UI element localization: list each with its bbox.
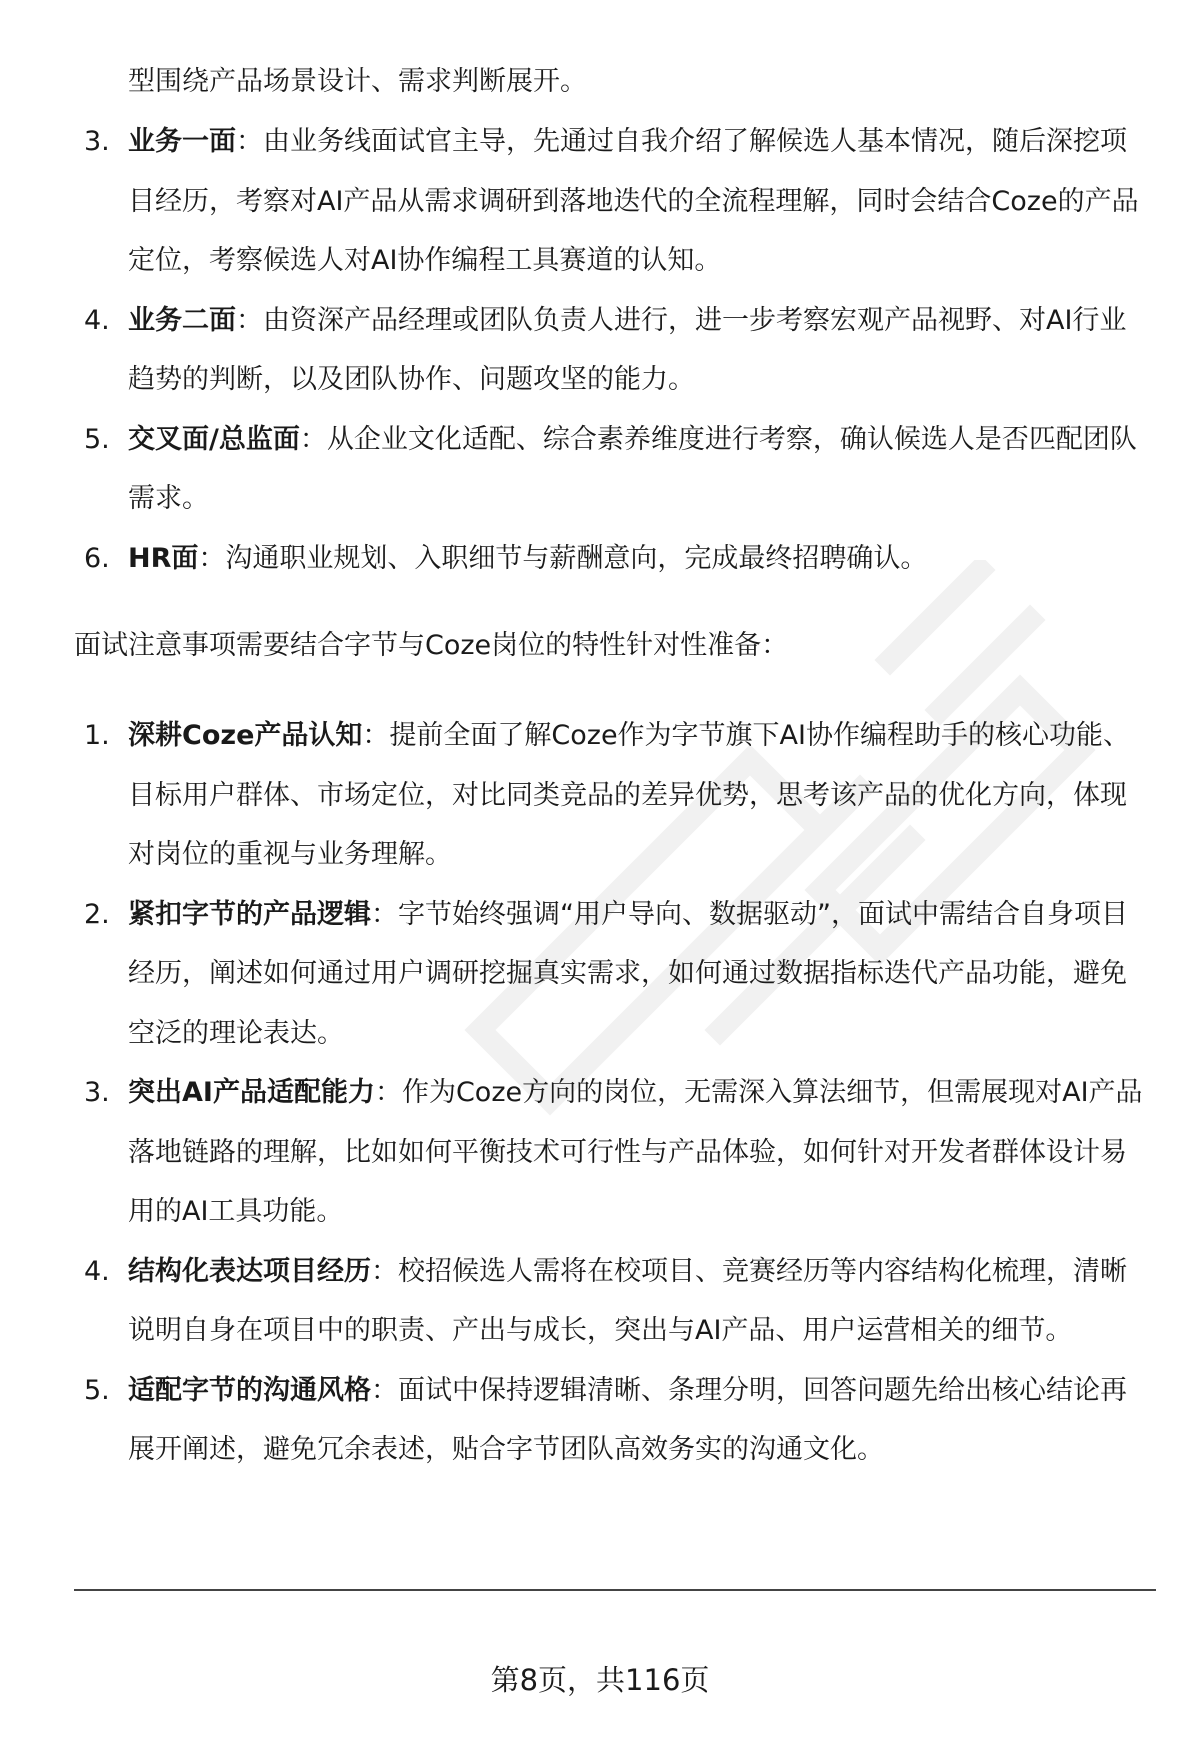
item-term: 业务一面: [128, 126, 236, 157]
page-number: 第8页，共116页: [490, 1663, 710, 1697]
list-item: [0, 1242, 1200, 1361]
interview-tips-list: [0, 706, 1200, 1480]
list-item: [0, 112, 1200, 291]
list-item: [0, 706, 1200, 885]
item-text: ：校招候选人需将在校项目、竞赛经历等内容结构化梳理，清晰说明自身在项目中的职责、产出与成长，突出与AI产品、用户运营相关的细节。: [128, 1255, 1127, 1346]
item-text: ：面试中保持逻辑清晰、条理分明，回答问题先给出核心结论再展开阐述，避免冗余表述，贴合字节团队高效务实的沟通文化。: [128, 1374, 1127, 1465]
list-item: [0, 885, 1200, 1064]
interview-rounds-list: [0, 112, 1200, 588]
list-item: [0, 1063, 1200, 1242]
item-number: 2.: [84, 898, 110, 930]
list-item: [0, 1361, 1200, 1480]
list-item: [0, 410, 1200, 529]
item-text: ：沟通职业规划、入职细节与薪酬意向，完成最终招聘确认。: [198, 542, 928, 574]
item-term: 适配字节的沟通风格: [128, 1374, 371, 1406]
item-number: 5.: [84, 1374, 110, 1406]
item-number: 3.: [84, 126, 110, 157]
item-number: 4.: [84, 304, 110, 336]
item-text: ：由资深产品经理或团队负责人进行，进一步考察宏观产品视野、对AI行业趋势的判断，以及团队协作、问题攻坚的能力。: [128, 304, 1127, 395]
section-intro: 面试注意事项需要结合字节与Coze岗位的特性针对性准备：: [74, 630, 789, 661]
item-number: 5.: [84, 423, 110, 455]
item-text: ：作为Coze方向的岗位，无需深入算法细节，但需展现对AI产品落地链路的理解，比如如何平衡技术可行性与产品体验，如何针对开发者群体设计易用的AI工具功能。: [128, 1077, 1143, 1227]
item-text: ：从企业文化适配、综合素养维度进行考察，确认候选人是否匹配团队需求。: [128, 423, 1137, 514]
item-term: 交叉面/总监面: [128, 423, 300, 455]
item-term: 业务二面: [128, 304, 236, 336]
continuation-text: 型围绕产品场景设计、需求判断展开。: [128, 66, 587, 97]
item-term: 结构化表达项目经历: [128, 1255, 371, 1287]
list-item: [0, 529, 1200, 589]
list-item: [0, 291, 1200, 410]
item-term: HR面: [128, 542, 199, 574]
item-number: 6.: [84, 542, 110, 574]
item-text: ：字节始终强调“用户导向、数据驱动”，面试中需结合自身项目经历，阐述如何通过用户调研挖掘真实需求，如何通过数据指标迭代产品功能，避免空泛的理论表达。: [128, 898, 1128, 1049]
item-term: 突出AI产品适配能力: [128, 1077, 375, 1108]
item-number: 3.: [84, 1077, 110, 1108]
item-text: ：由业务线面试官主导，先通过自我介绍了解候选人基本情况，随后深挖项目经历，考察对AI产品从需求调研到落地迭代的全流程理解，同时会结合Coze的产品定位，考察候选人对AI协作编程工具赛道的认知。: [128, 126, 1139, 276]
item-term: 深耕Coze产品认知: [128, 720, 363, 751]
item-text: ：提前全面了解Coze作为字节旗下AI协作编程助手的核心功能、目标用户群体、市场定位，对比同类竞品的差异优势，思考该产品的优化方向，体现对岗位的重视与业务理解。: [128, 720, 1130, 870]
item-number: 1.: [84, 720, 110, 751]
item-number: 4.: [84, 1255, 110, 1287]
item-term: 紧扣字节的产品逻辑: [128, 898, 371, 930]
footer-divider: [74, 1589, 1156, 1591]
